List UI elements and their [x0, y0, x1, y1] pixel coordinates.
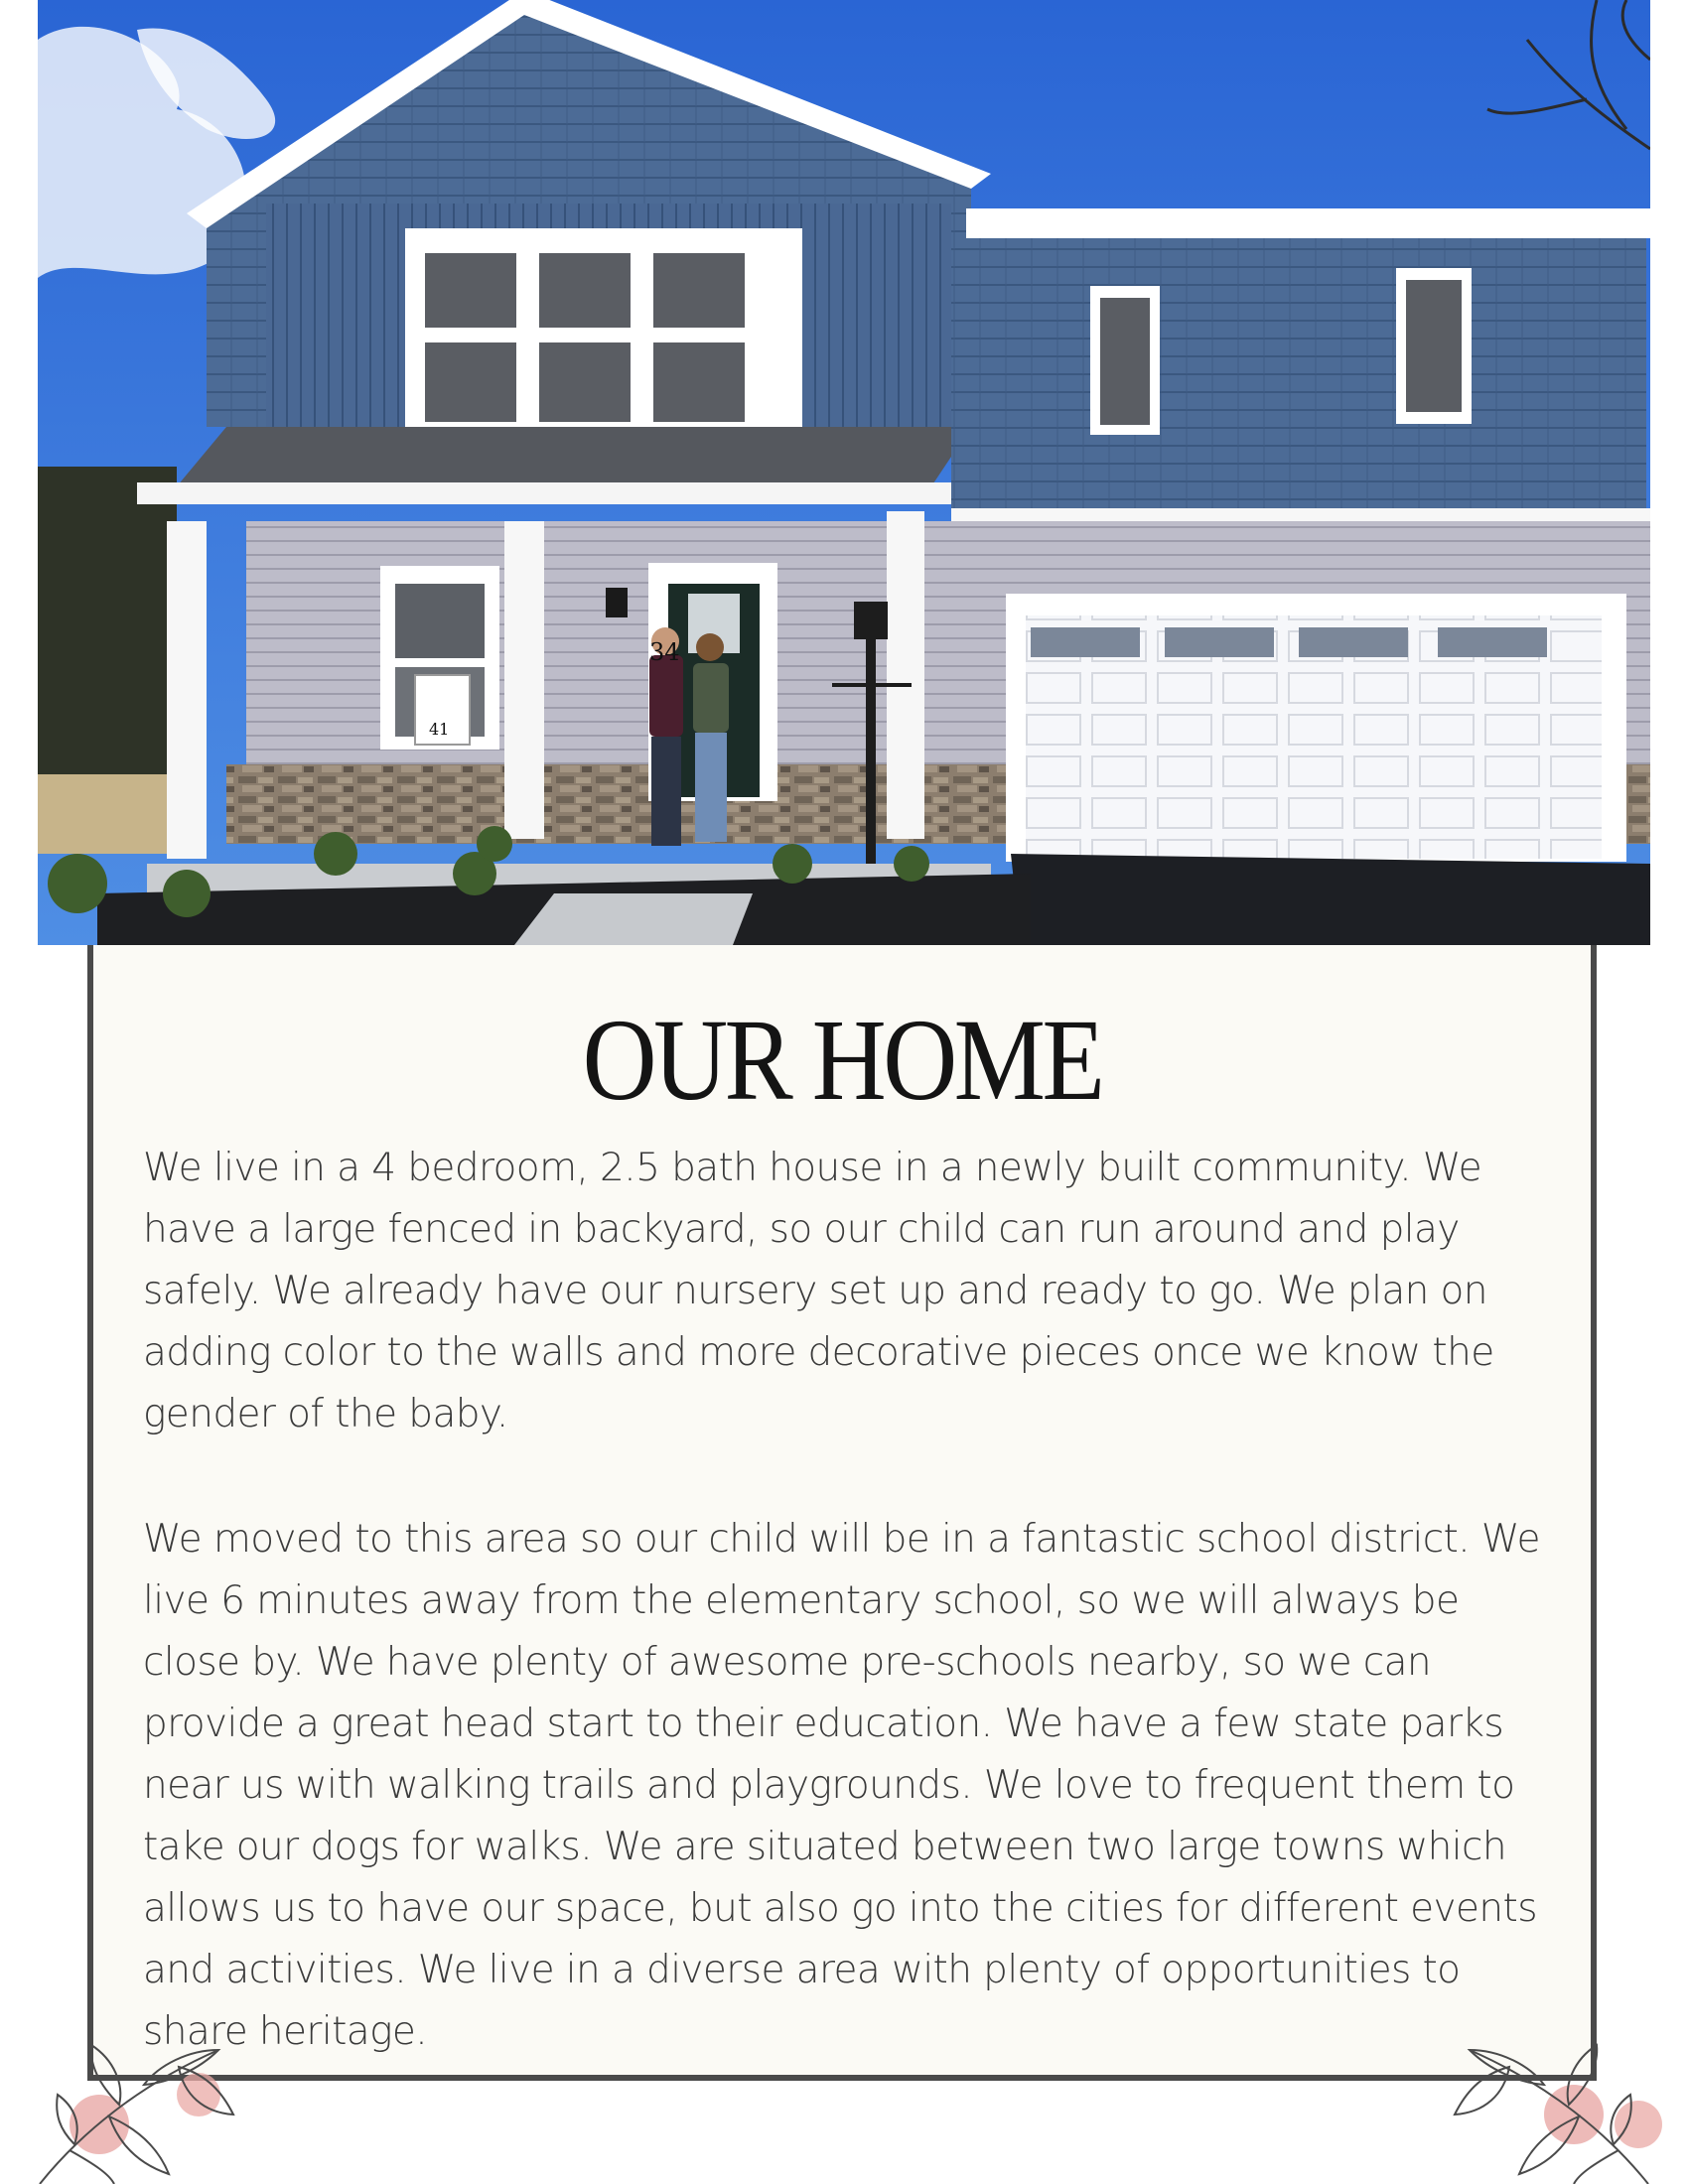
leaf-sprig-icon [1430, 2025, 1668, 2184]
paragraph-area: We moved to this area so our child will be in a fantastic school district. We live 6 minutes away from the elementary school, so we will always be close by. We have plenty of awesome pre-schools nearby, so we can provide a great head start to their education. We have a few state parks near us with walking trails and playgrounds. We love to frequent them to take our dogs for walks. We are situated between two large towns which allows us to have our space, but also go into the cities for different events and activities. We live in a diverse area with plenty of opportunities to share heritage. [143, 1517, 1540, 2054]
paragraph-home: We live in a 4 bedroom, 2.5 bath house in a newly built community. We have a large fenced in backyard, so our child can run around and play safely. We already have our nursery set up and ready to go. We plan on adding color to the walls and more decorative pieces once we know the gender of the baby. [143, 1146, 1494, 1436]
sign-number: 41 [429, 720, 450, 739]
page-title: OUR HOME [582, 995, 1102, 1125]
content-panel [87, 945, 1597, 2081]
leaf-sprig-icon [20, 2025, 258, 2184]
house-photo [38, 0, 1650, 945]
house-number: 34 [649, 638, 680, 666]
